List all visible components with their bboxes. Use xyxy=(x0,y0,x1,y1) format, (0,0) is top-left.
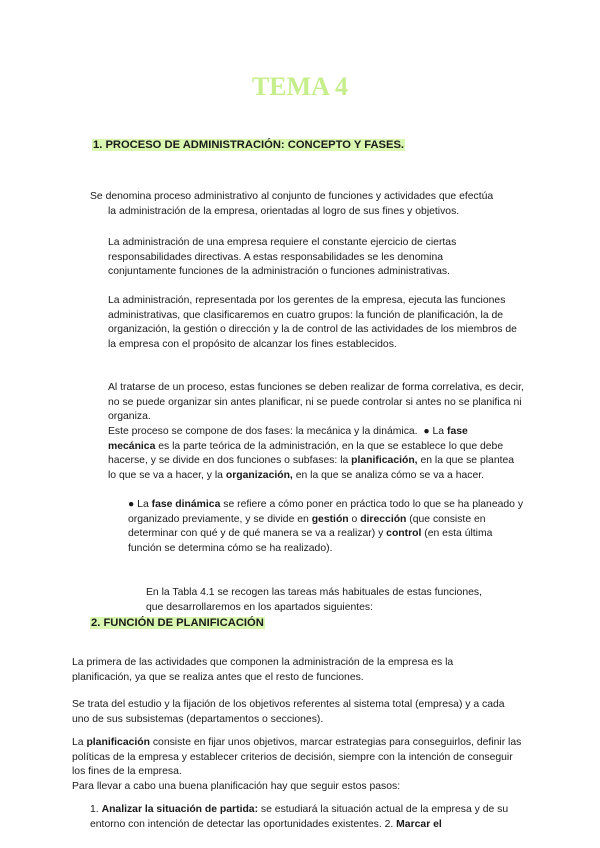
s1-paragraph-6 xyxy=(146,586,526,615)
b2-mid: se refiere a cómo poner en práctica todo lo que se ha planeado y organizado previamente, y se divide en xyxy=(128,499,524,525)
s1-p1-line2: la administración de la empresa, orientadas al logro de sus fines y objetivos. xyxy=(108,205,460,217)
b1-end: en la que se analiza cómo se va a hacer. xyxy=(292,469,485,481)
s2-p3-rest: consiste en fijar unos objetivos, marcar estrategias para conseguirlos, definir las políticas de la empresa y establecer criterios de decisión, siempre con la intención de conseguir los fines de la empresa. xyxy=(72,737,522,778)
b2-pre: La xyxy=(137,499,152,510)
s2-paragraph-4: Para llevar a cabo una buena planificación hay que seguir estos pasos: xyxy=(72,780,401,792)
s1-p1-line1: Se denomina proceso administrativo al conjunto de funciones y actividades que efectúa xyxy=(90,191,494,202)
step1-rest: se estudiará la situación actual de la empresa y de su entorno con intención de detectar las oportunidades existentes. 2. xyxy=(90,804,509,830)
b2-end: (en esta última función se determina cómo se ha realizado). xyxy=(128,528,493,554)
s1-p6-line2: que desarrollaremos en los apartados siguientes: xyxy=(146,601,373,613)
s1-paragraph-1 xyxy=(90,190,530,219)
s1-phases-block xyxy=(108,425,516,483)
s1-paragraph-4: Al tratarse de un proceso, estas funciones se deben realizar de forma correlativa, es decir, no se puede organizar sin antes planificar, ni se puede controlar si antes no se planifica ni organiza. xyxy=(108,382,524,423)
step2-bold: Marcar el xyxy=(396,818,442,830)
s2-steps xyxy=(90,803,518,832)
section-1-heading-text: 1. PROCESO DE ADMINISTRACIÓN: CONCEPTO Y FASES. xyxy=(93,139,405,151)
b1-bold-fase-mecanica: fase mecánica xyxy=(108,426,468,452)
s1-p6-line1: En la Tabla 4.1 se recogen las tareas más habituales de estas funciones, xyxy=(146,587,482,598)
b1-bold-organizacion: organización, xyxy=(225,469,293,481)
section-2-heading-text: 2. FUNCIÓN DE PLANIFICACIÓN xyxy=(91,617,264,629)
step1-num: 1. xyxy=(90,804,102,815)
s1-phases-intro: Este proceso se compone de dos fases: la mecánica y la dinámica. xyxy=(108,426,418,437)
document-title: TEMA 4 xyxy=(251,72,349,101)
bullet-icon: ● xyxy=(420,426,433,437)
bullet-icon: ● xyxy=(128,499,138,510)
s2-paragraph-3 xyxy=(72,736,522,794)
b2-bold-control: control xyxy=(386,528,422,540)
section-2-heading xyxy=(90,616,265,632)
b2-mid2: o xyxy=(348,513,361,525)
s1-paragraph-2: La administración de una empresa requiere el constante ejercicio de ciertas responsabilidades directivas. A estas responsabilidades se les denomina conjuntamente funciones de la administración o funciones administrativas. xyxy=(108,237,457,278)
s2-paragraph-2: Se trata del estudio y la fijación de los objetivos referentes al sistema total (empresa) y a cada uno de sus subsistemas (departamentos o secciones). xyxy=(72,699,505,725)
b2-mid3: (que consiste en determinar con qué y de qué manera se va a realizar) y xyxy=(128,513,486,540)
b1-mid2: en la que se plantea lo que se va a hacer, y la xyxy=(108,455,515,481)
b1-pre: La xyxy=(432,426,447,437)
s2-paragraph-1: La primera de las actividades que componen la administración de la empresa es la planificación, ya que se realiza antes que el resto de funciones. xyxy=(72,657,454,683)
b1-bold-planificacion: planificación, xyxy=(351,455,418,467)
step1-bold: Analizar la situación de partida: xyxy=(101,804,259,815)
b2-bold-direccion: dirección xyxy=(360,513,407,525)
b2-bold-fase-dinamica: fase dinámica xyxy=(151,499,221,510)
section-1-heading xyxy=(92,138,405,154)
b2-bold-gestion: gestión xyxy=(311,513,349,525)
s1-bullet-2 xyxy=(128,498,528,556)
s2-p3-bold-planificacion: planificación xyxy=(86,737,150,748)
s2-p3-pre: La xyxy=(72,737,87,748)
s1-paragraph-3: La administración, representada por los gerentes de la empresa, ejecuta las funciones administrativas, que clasificaremos en cuatro grupos: la función de planificación, la de organización, la gestión o dirección y la de control de las actividades de los miembros de la empresa con el propósito de alcanzar los fines establecidos. xyxy=(108,295,517,350)
b1-mid: es la parte teórica de la administración, en la que se establece lo que debe hacerse, y se divide en dos funciones o subfases: la xyxy=(108,440,504,467)
